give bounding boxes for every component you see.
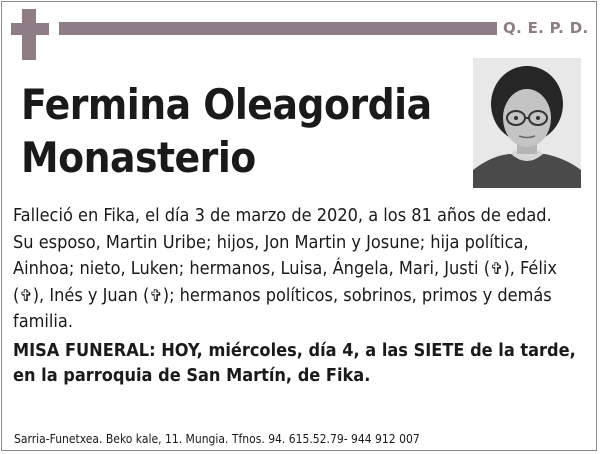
funeral-mass-notice: MISA FUNERAL: HOY, miércoles, día 4, a las SIETE de la tarde, en la parroquia de San Martín, de Fika. — [13, 339, 576, 386]
qepd-label: Q. E. P. D. — [503, 19, 589, 37]
family-paragraph — [13, 230, 593, 336]
small-cross-icon: ✞ — [19, 285, 33, 305]
family-text-2: ), Félix ( — [13, 258, 557, 306]
deceased-name — [21, 78, 432, 184]
name-line-1: Fermina Oleagordia — [21, 80, 432, 129]
announcement-text — [13, 203, 593, 388]
funeral-home-footer: Sarria-Funetxea. Beko kale, 11. Mungia. Tfnos. 94. 615.52.79- 944 912 007 — [14, 432, 420, 446]
small-cross-icon: ✞ — [490, 259, 504, 278]
family-text-4: ); hermanos políticos, sobrinos, primos y demás familia. — [13, 284, 552, 332]
name-line-2: Monasterio — [21, 133, 256, 182]
family-text-3: ), Inés y Juan ( — [32, 284, 150, 306]
portrait-photo — [473, 58, 581, 188]
header-bar — [59, 22, 497, 35]
small-cross-icon: ✞ — [149, 285, 163, 305]
family-text-1: Su esposo, Martin Uribe; hijos, Jon Martin y Josune; hija política, Ainhoa; nieto, Luken; hermanos, Luisa, Ángela, Mari, Justi ( — [13, 231, 529, 279]
death-line: Falleció en Fika, el día 3 de marzo de 2020, a los 81 años de edad. — [13, 205, 552, 226]
